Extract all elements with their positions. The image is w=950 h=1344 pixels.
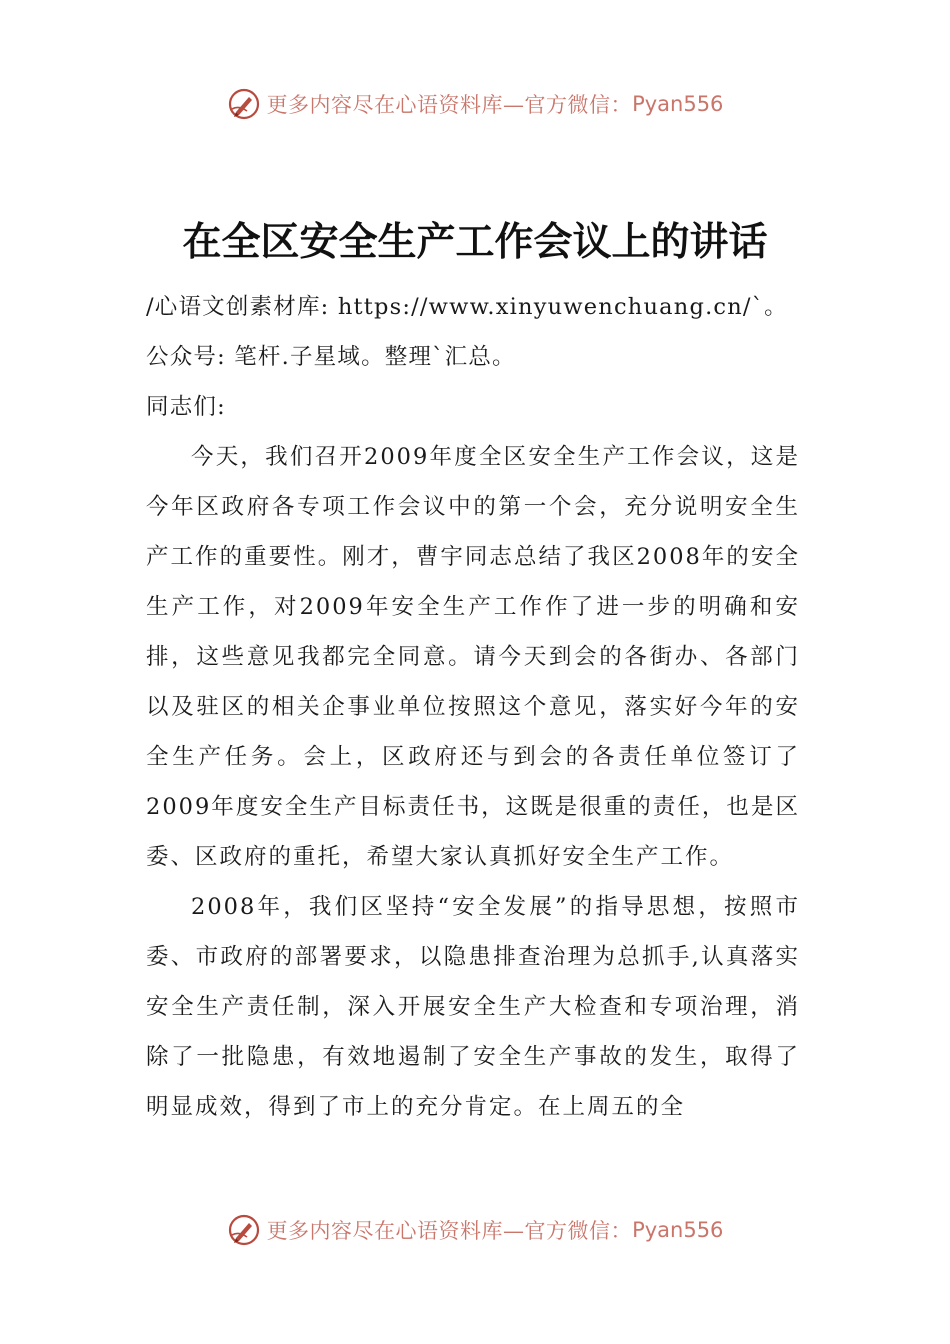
- salutation: 同志们:: [146, 394, 226, 420]
- paragraph: 今天，我们召开2009年度全区安全生产工作会议，这是今年区政府各专项工作会议中的第一个会，充分说明安全生产工作的重要性。刚才，曹宇同志总结了我区2008年的安全生产工作，对2009年安全生产工作作了进一步的明确和安排，这些意见我都完全同意。请今天到会的各街办、各部门以及驻区的相关企事业单位按照这个意见，落实好今年的安全生产任务。会上，区政府还与到会的各责任单位签订了2009年度安全生产目标责任书，这既是很重的责任，也是区委、区政府的重托，希望大家认真抓好安全生产工作。: [146, 444, 800, 870]
- paragraph: 2008年，我们区坚持“安全发展”的指导思想，按照市委、市政府的部署要求，以隐患排查治理为总抓手,认真落实安全生产责任制，深入开展安全生产大检查和专项治理，消除了一批隐患，有效地遏制了安全生产事故的发生，取得了明显成效，得到了市上的充分肯定。在上周五的全: [146, 894, 800, 1120]
- document-body: [146, 282, 800, 1132]
- banner-wechat-id: Pyan556: [632, 1218, 724, 1242]
- header-banner: [0, 84, 950, 124]
- pen-logo-icon: [227, 1213, 261, 1247]
- public-account-line: 公众号: 笔杆.子星域。整理`汇总。: [146, 344, 516, 370]
- banner-wechat-id: Pyan556: [632, 92, 724, 116]
- pen-logo-icon: [227, 87, 261, 121]
- source-line: /心语文创素材库: https://www.xinyuwenchuang.cn/`。: [146, 294, 788, 320]
- footer-banner: [0, 1210, 950, 1250]
- banner-text: 更多内容尽在心语资料库—官方微信：: [266, 1219, 633, 1243]
- banner-text: 更多内容尽在心语资料库—官方微信：: [266, 93, 633, 117]
- document-title: 在全区安全生产工作会议上的讲话: [182, 220, 768, 265]
